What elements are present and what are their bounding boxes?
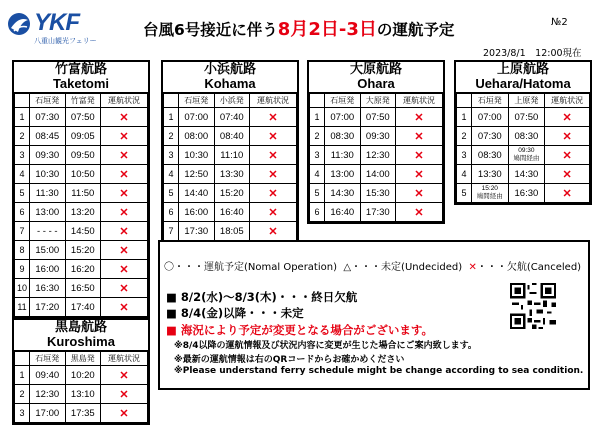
route-header (14, 320, 148, 351)
col-status: 運航状況 (396, 94, 443, 108)
departure-destination: 15:20 (65, 241, 101, 260)
departure-ishigaki: 15:00 (30, 241, 66, 260)
departure-destination: 13:20 (65, 203, 101, 222)
departure-destination: 08:40 (214, 127, 250, 146)
col-destination: 大原発 (360, 94, 396, 108)
departure-ishigaki: 13:30 (472, 165, 509, 184)
trip-number: 3 (15, 404, 30, 423)
departure-ishigaki: 11:30 (30, 184, 66, 203)
col-no (15, 352, 30, 366)
trip-number: 10 (15, 279, 30, 298)
status-canceled-icon: ✕ (396, 184, 443, 203)
qr-code[interactable] (510, 283, 556, 329)
trip-number: 1 (164, 108, 179, 127)
table-row (15, 366, 148, 385)
departure-destination: 16:40 (214, 203, 250, 222)
legend-canceled: ・・・欠航(Canceled) (476, 262, 582, 273)
col-status: 運航状況 (101, 352, 148, 366)
route-header (309, 62, 443, 93)
trip-number: 1 (310, 108, 325, 127)
table-row (310, 108, 443, 127)
status-canceled-icon: ✕ (101, 108, 148, 127)
logo-wordmark: YKF (34, 9, 79, 36)
trip-number: 6 (15, 203, 30, 222)
departure-destination: 09:50 (65, 146, 101, 165)
trip-number: 4 (457, 165, 472, 184)
timetable-header-row (164, 94, 297, 108)
col-ishigaki: 石垣発 (30, 352, 66, 366)
status-canceled-icon: ✕ (101, 241, 148, 260)
status-canceled-icon: ✕ (101, 279, 148, 298)
col-ishigaki: 石垣発 (472, 94, 509, 108)
timetable-header-row (15, 352, 148, 366)
table-row (164, 222, 297, 241)
trip-number: 5 (457, 184, 472, 203)
status-canceled-icon: ✕ (396, 203, 443, 222)
table-row (310, 127, 443, 146)
route-header (14, 62, 148, 93)
table-row (15, 404, 148, 423)
status-canceled-icon: ✕ (545, 165, 590, 184)
status-canceled-icon: ✕ (396, 127, 443, 146)
table-row (457, 146, 590, 165)
status-canceled-icon: ✕ (545, 127, 590, 146)
departure-ishigaki: 17:20 (30, 298, 66, 317)
note-qr: ※最新の運航情報は右のQRコードからお確かめください (174, 355, 405, 365)
departure-destination: 14:00 (360, 165, 396, 184)
status-canceled-icon: ✕ (101, 366, 148, 385)
route-name-en: Kohama (204, 76, 256, 91)
trip-number: 9 (15, 260, 30, 279)
trip-number: 11 (15, 298, 30, 317)
trip-number: 7 (15, 222, 30, 241)
route-name-en: Ohara (357, 76, 395, 91)
status-canceled-icon: ✕ (250, 222, 297, 241)
status-canceled-icon: ✕ (101, 260, 148, 279)
status-canceled-icon: ✕ (250, 108, 297, 127)
departure-destination: 16:50 (65, 279, 101, 298)
departure-destination: 14:50 (65, 222, 101, 241)
trip-number: 2 (457, 127, 472, 146)
departure-ishigaki: 07:30 (30, 108, 66, 127)
note-english: ※Please understand ferry schedule might be change according to sea condition. (174, 366, 584, 376)
table-row (15, 127, 148, 146)
departure-ishigaki: 07:30 (472, 127, 509, 146)
departure-destination: 07:50 (65, 108, 101, 127)
col-no (164, 94, 179, 108)
legend (164, 258, 581, 273)
table-row (15, 203, 148, 222)
departure-destination: 16:20 (65, 260, 101, 279)
route-name-jp: 大原航路 (349, 62, 402, 77)
status-canceled-icon: ✕ (101, 404, 148, 423)
trip-number: 2 (310, 127, 325, 146)
departure-ishigaki: 10:30 (179, 146, 215, 165)
departure-ishigaki: 09:30 (30, 146, 66, 165)
status-canceled-icon: ✕ (545, 108, 590, 127)
timetable (456, 93, 590, 203)
table-row (164, 108, 297, 127)
status-canceled-icon: ✕ (250, 127, 297, 146)
status-canceled-icon: ✕ (250, 146, 297, 165)
trip-number: 5 (164, 184, 179, 203)
status-canceled-icon: ✕ (101, 203, 148, 222)
departure-ishigaki: - - - - (30, 222, 66, 241)
trip-number: 1 (15, 108, 30, 127)
note-update: ※8/4以降の運航情報及び状況内容に変更が生じた場合にご案内致します。 (174, 341, 477, 351)
table-row (164, 146, 297, 165)
table-row (457, 108, 590, 127)
departure-ishigaki: 09:40 (30, 366, 66, 385)
departure-destination: 09:30 (360, 127, 396, 146)
trip-number: 2 (15, 385, 30, 404)
status-canceled-icon: ✕ (101, 222, 148, 241)
timetable-header-row (15, 94, 148, 108)
table-row (15, 146, 148, 165)
status-canceled-icon: ✕ (396, 108, 443, 127)
title-prefix: 台風6号接近に伴う (143, 21, 278, 39)
departure-ishigaki: 10:30 (30, 165, 66, 184)
route-table-taketomi (12, 60, 150, 319)
logo-subtitle: 八重山観光フェリー (34, 37, 97, 45)
col-destination: 竹富発 (65, 94, 101, 108)
route-table-kuroshima (12, 318, 150, 425)
notice-bullet-warning: ■ 海況により予定が変更となる場合がございます。 (166, 323, 433, 337)
departure-ishigaki: 07:00 (179, 108, 215, 127)
departure-destination: 13:10 (65, 385, 101, 404)
status-canceled-icon: ✕ (250, 203, 297, 222)
departure-destination: 07:40 (214, 108, 250, 127)
table-row (15, 385, 148, 404)
col-destination: 上原発 (508, 94, 545, 108)
trip-number: 6 (164, 203, 179, 222)
departure-destination: 17:40 (65, 298, 101, 317)
route-name-jp: 竹富航路 (54, 62, 107, 77)
status-canceled-icon: ✕ (250, 165, 297, 184)
table-row (15, 108, 148, 127)
departure-destination: 11:50 (65, 184, 101, 203)
col-status: 運航状況 (101, 94, 148, 108)
departure-ishigaki: 08:00 (179, 127, 215, 146)
trip-number: 2 (164, 127, 179, 146)
trip-number: 3 (15, 146, 30, 165)
trip-number: 2 (15, 127, 30, 146)
notice-bullet-undecided: ■ 8/4(金)以降・・・未定 (166, 306, 304, 320)
table-row (164, 203, 297, 222)
timetable-header-row (457, 94, 590, 108)
table-row (310, 146, 443, 165)
departure-ishigaki: 15:20 鳩間経由 (472, 184, 509, 203)
departure-destination: 18:05 (214, 222, 250, 241)
trip-number: 4 (15, 165, 30, 184)
departure-destination: 08:30 (508, 127, 545, 146)
trip-number: 1 (457, 108, 472, 127)
cancel-mark-icon: ✕ (468, 262, 477, 273)
route-name-jp: 小浜航路 (203, 62, 256, 77)
route-header (456, 62, 590, 93)
departure-ishigaki: 08:30 (472, 146, 509, 165)
col-destination: 小浜発 (214, 94, 250, 108)
trip-number: 3 (457, 146, 472, 165)
status-canceled-icon: ✕ (545, 146, 590, 165)
status-canceled-icon: ✕ (101, 165, 148, 184)
departure-destination: 10:20 (65, 366, 101, 385)
trip-number: 1 (15, 366, 30, 385)
route-table-ohara (307, 60, 445, 224)
table-row (15, 298, 148, 317)
departure-destination: 13:30 (214, 165, 250, 184)
departure-destination: 07:50 (360, 108, 396, 127)
departure-destination: 15:30 (360, 184, 396, 203)
departure-destination: 09:30 鳩間経由 (508, 146, 545, 165)
col-status: 運航状況 (545, 94, 590, 108)
departure-ishigaki: 14:30 (325, 184, 361, 203)
route-header (163, 62, 297, 93)
table-row (15, 260, 148, 279)
col-ishigaki: 石垣発 (179, 94, 215, 108)
trip-number: 6 (310, 203, 325, 222)
table-row (457, 127, 590, 146)
title-suffix: の運航予定 (376, 21, 455, 39)
departure-ishigaki: 16:00 (30, 260, 66, 279)
departure-ishigaki: 07:00 (472, 108, 509, 127)
status-canceled-icon: ✕ (396, 146, 443, 165)
departure-ishigaki: 16:40 (325, 203, 361, 222)
route-name-en: Kuroshima (47, 334, 115, 349)
departure-ishigaki: 16:00 (179, 203, 215, 222)
table-row (164, 165, 297, 184)
trip-number: 8 (15, 241, 30, 260)
table-row (310, 165, 443, 184)
col-ishigaki: 石垣発 (30, 94, 66, 108)
trip-number: 3 (310, 146, 325, 165)
departure-ishigaki: 08:30 (325, 127, 361, 146)
status-canceled-icon: ✕ (101, 146, 148, 165)
status-canceled-icon: ✕ (101, 127, 148, 146)
status-canceled-icon: ✕ (396, 165, 443, 184)
status-canceled-icon: ✕ (101, 298, 148, 317)
trip-number: 5 (310, 184, 325, 203)
departure-destination: 14:30 (508, 165, 545, 184)
departure-destination: 11:10 (214, 146, 250, 165)
table-row (15, 184, 148, 203)
timetable (14, 351, 148, 423)
departure-ishigaki: 16:30 (30, 279, 66, 298)
trip-number: 7 (164, 222, 179, 241)
legend-planned: 〇・・・運航予定(Nomal Operation) (164, 262, 337, 273)
col-no (310, 94, 325, 108)
departure-ishigaki: 17:30 (179, 222, 215, 241)
status-canceled-icon: ✕ (545, 184, 590, 203)
timetable (163, 93, 297, 241)
status-canceled-icon: ✕ (101, 385, 148, 404)
departure-ishigaki: 11:30 (325, 146, 361, 165)
table-row (164, 184, 297, 203)
departure-ishigaki: 13:00 (325, 165, 361, 184)
table-row (457, 165, 590, 184)
departure-destination: 10:50 (65, 165, 101, 184)
table-row (164, 127, 297, 146)
timetable (309, 93, 443, 222)
departure-destination: 16:30 (508, 184, 545, 203)
notice-bullet-cancel-days: ■ 8/2(水)～8/3(木)・・・終日欠航 (166, 290, 358, 304)
route-name-en: Uehara/Hatoma (475, 76, 571, 91)
col-destination: 黒島発 (65, 352, 101, 366)
table-row (15, 279, 148, 298)
table-row (15, 165, 148, 184)
status-canceled-icon: ✕ (101, 184, 148, 203)
col-status: 運航状況 (250, 94, 297, 108)
legend-undecided: △・・・未定(Undecided) (343, 262, 463, 273)
departure-destination: 12:30 (360, 146, 396, 165)
departure-ishigaki: 12:50 (179, 165, 215, 184)
route-name-jp: 上原航路 (496, 62, 549, 77)
departure-ishigaki: 08:45 (30, 127, 66, 146)
table-row (15, 241, 148, 260)
update-timestamp: 2023/8/1 12:00現在 (483, 48, 582, 59)
route-name-jp: 黒島航路 (54, 320, 107, 335)
notice-number: №2 (551, 17, 568, 28)
timetable (14, 93, 148, 317)
trip-number: 5 (15, 184, 30, 203)
trip-number: 4 (164, 165, 179, 184)
departure-destination: 17:30 (360, 203, 396, 222)
table-row (310, 184, 443, 203)
departure-ishigaki: 12:30 (30, 385, 66, 404)
status-canceled-icon: ✕ (250, 184, 297, 203)
route-table-kohama (161, 60, 299, 243)
title-date: 8月2日-3日 (277, 19, 377, 40)
table-row (310, 203, 443, 222)
table-row (457, 184, 590, 203)
departure-ishigaki: 13:00 (30, 203, 66, 222)
departure-ishigaki: 17:00 (30, 404, 66, 423)
departure-destination: 09:05 (65, 127, 101, 146)
departure-ishigaki: 07:00 (325, 108, 361, 127)
col-no (15, 94, 30, 108)
departure-destination: 17:35 (65, 404, 101, 423)
route-table-uehara (454, 60, 592, 205)
departure-destination: 15:20 (214, 184, 250, 203)
col-no (457, 94, 472, 108)
timetable-header-row (310, 94, 443, 108)
col-ishigaki: 石垣発 (325, 94, 361, 108)
route-name-en: Taketomi (52, 76, 110, 91)
departure-ishigaki: 14:40 (179, 184, 215, 203)
table-row (15, 222, 148, 241)
trip-number: 3 (164, 146, 179, 165)
page-title (143, 15, 454, 41)
trip-number: 4 (310, 165, 325, 184)
departure-destination: 07:50 (508, 108, 545, 127)
